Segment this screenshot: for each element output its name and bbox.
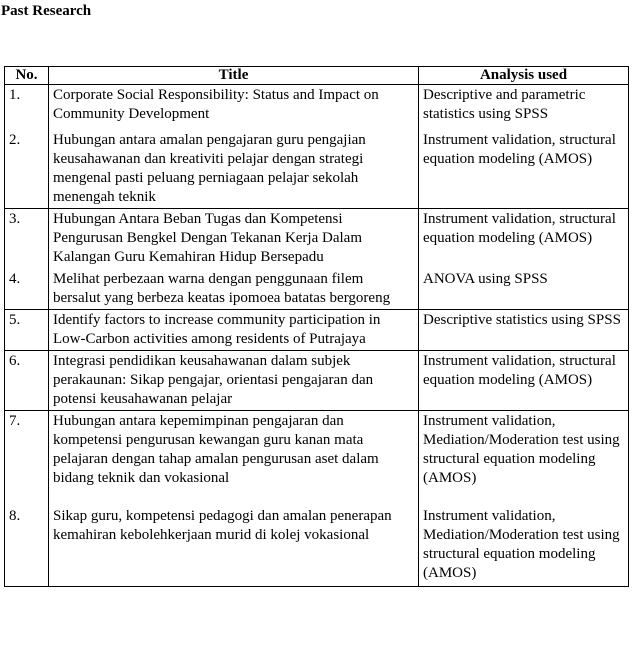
row-number: 1.	[5, 85, 49, 126]
row-analysis: Descriptive and parametric statistics using SPSS	[419, 85, 629, 126]
row-title: Hubungan antara kepemimpinan pengajaran dan kompetensi pengurusan kewangan guru kanan mata pelajaran dengan tahap amalan pengurusan aset dalam bidang teknik dan vokasional	[49, 411, 419, 490]
header-analysis: Analysis used	[419, 67, 629, 85]
row-number: 8.	[5, 489, 49, 587]
table-row	[5, 489, 629, 587]
row-analysis: Instrument validation, structural equation modeling (AMOS)	[419, 125, 629, 209]
row-number: 3.	[5, 209, 49, 269]
header-title: Title	[49, 67, 419, 85]
row-analysis: Descriptive statistics using SPSS	[419, 310, 629, 351]
row-number: 6.	[5, 351, 49, 411]
row-analysis: ANOVA using SPSS	[419, 268, 629, 310]
row-analysis: Instrument validation, Mediation/Moderation test using structural equation modeling (AMOS)	[419, 489, 629, 587]
row-title: Integrasi pendidikan keusahawanan dalam subjek perakaunan: Sikap pengajar, orientasi pengajaran dan potensi keusahawanan pelajar	[49, 351, 419, 411]
table-row	[5, 125, 629, 209]
table-row	[5, 310, 629, 351]
row-title: Hubungan Antara Beban Tugas dan Kompetensi Pengurusan Bengkel Dengan Tekanan Kerja Dalam Kalangan Guru Kemahiran Hidup Bersepadu	[49, 209, 419, 269]
table-row	[5, 268, 629, 310]
row-number: 4.	[5, 268, 49, 310]
table-row	[5, 85, 629, 126]
header-no: No.	[5, 67, 49, 85]
table-header-row	[5, 67, 629, 85]
row-analysis: Instrument validation, structural equation modeling (AMOS)	[419, 209, 629, 269]
table-row	[5, 411, 629, 490]
row-number: 5.	[5, 310, 49, 351]
past-research-table	[4, 66, 629, 587]
table-row	[5, 351, 629, 411]
row-analysis: Instrument validation, Mediation/Moderation test using structural equation modeling (AMOS)	[419, 411, 629, 490]
row-title: Identify factors to increase community participation in Low-Carbon activities among residents of Putrajaya	[49, 310, 419, 351]
row-title: Melihat perbezaan warna dengan penggunaan filem bersalut yang berbeza keatas ipomoea batatas bergoreng	[49, 268, 419, 310]
row-title: Sikap guru, kompetensi pedagogi dan amalan penerapan kemahiran kebolehkerjaan murid di kolej vokasional	[49, 489, 419, 587]
row-analysis: Instrument validation, structural equation modeling (AMOS)	[419, 351, 629, 411]
row-number: 2.	[5, 125, 49, 209]
row-number: 7.	[5, 411, 49, 490]
row-title: Hubungan antara amalan pengajaran guru pengajian keusahawanan dan kreativiti pelajar dengan strategi mengenal pasti peluang perniagaan pelajar sekolah menengah teknik	[49, 125, 419, 209]
row-title: Corporate Social Responsibility: Status and Impact on Community Development	[49, 85, 419, 126]
page-heading: Past Research	[1, 3, 92, 19]
table-row	[5, 209, 629, 269]
